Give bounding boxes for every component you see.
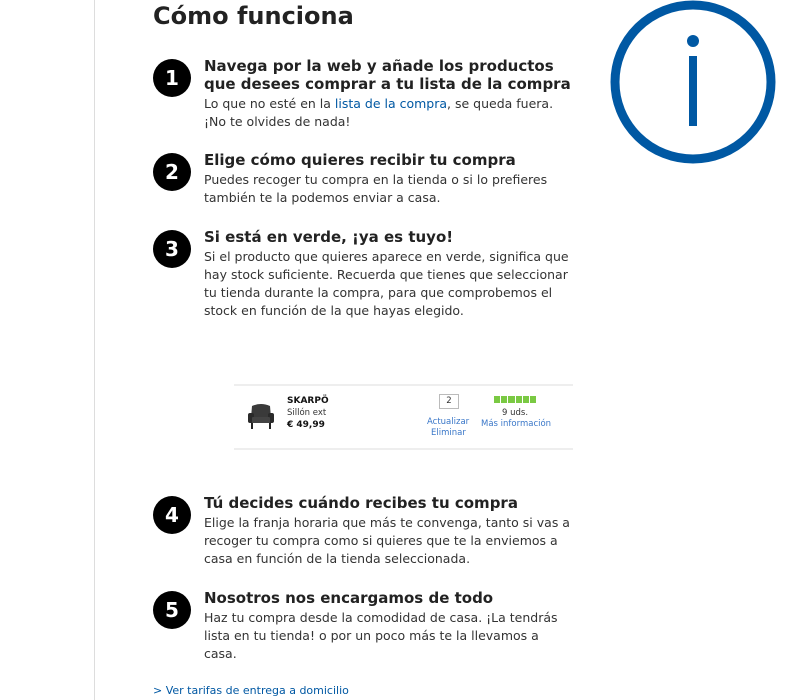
stock-indicator <box>494 396 536 403</box>
step-number: 2 <box>153 153 191 191</box>
step-2 <box>153 151 573 207</box>
step-title: Tú decides cuándo recibes tu compra <box>204 494 518 512</box>
step-text: Puedes recoger tu compra en la tienda o si lo prefieres también te la podemos enviar a casa. <box>204 172 548 205</box>
quantity-input[interactable]: 2 <box>439 394 459 409</box>
stock-units: 9 uds. <box>502 408 529 418</box>
step-5 <box>153 589 573 663</box>
step-text: Si el producto que quieres aparece en verde, significa que hay stock suficiente. Recuerda que tienes que seleccionar tu tienda durante la compra, para que comprobemos el stock en función de la que hayas elegido. <box>204 249 569 318</box>
step-3 <box>153 228 573 320</box>
step-number: 3 <box>153 230 191 268</box>
step-text: Elige la franja horaria que más te convenga, tanto si vas a recoger tu compra como si quieres que te la enviemos a casa en función de la tienda seleccionada. <box>204 515 570 566</box>
step-1 <box>153 57 573 131</box>
product-description: Sillón ext <box>287 408 327 418</box>
product-name: SKARPÖ <box>287 396 329 406</box>
page-title: Cómo funciona <box>153 2 354 30</box>
step-text: Lo que no esté en la lista de la compra, se queda fuera. ¡No te olvides de nada! <box>204 96 554 129</box>
product-example-card <box>234 384 573 450</box>
armchair-icon <box>246 402 276 430</box>
step-4 <box>153 494 573 568</box>
update-link[interactable]: Actualizar <box>427 417 470 427</box>
step-title: Elige cómo quieres recibir tu compra <box>204 151 516 169</box>
step-number: 1 <box>153 59 191 97</box>
step-number: 4 <box>153 496 191 534</box>
remove-link[interactable]: Eliminar <box>431 428 466 438</box>
delivery-rates-link[interactable]: > Ver tarifas de entrega a domicilio <box>153 684 349 697</box>
step-title: Navega por la web y añade los productos que desees comprar a tu lista de la compra <box>204 57 571 93</box>
step-text: Haz tu compra desde la comodidad de casa. ¡La tendrás lista en tu tienda! o por un poco más te la llevamos a casa. <box>204 610 558 661</box>
content-left-border <box>94 0 95 700</box>
product-price: € 49,99 <box>287 420 325 430</box>
info-icon <box>610 0 776 164</box>
more-info-link[interactable]: Más información <box>481 419 552 429</box>
step-title: Si está en verde, ¡ya es tuyo! <box>204 228 454 246</box>
step-title: Nosotros nos encargamos de todo <box>204 589 494 607</box>
step-number: 5 <box>153 591 191 629</box>
shopping-list-link[interactable]: lista de la compra <box>334 96 448 111</box>
